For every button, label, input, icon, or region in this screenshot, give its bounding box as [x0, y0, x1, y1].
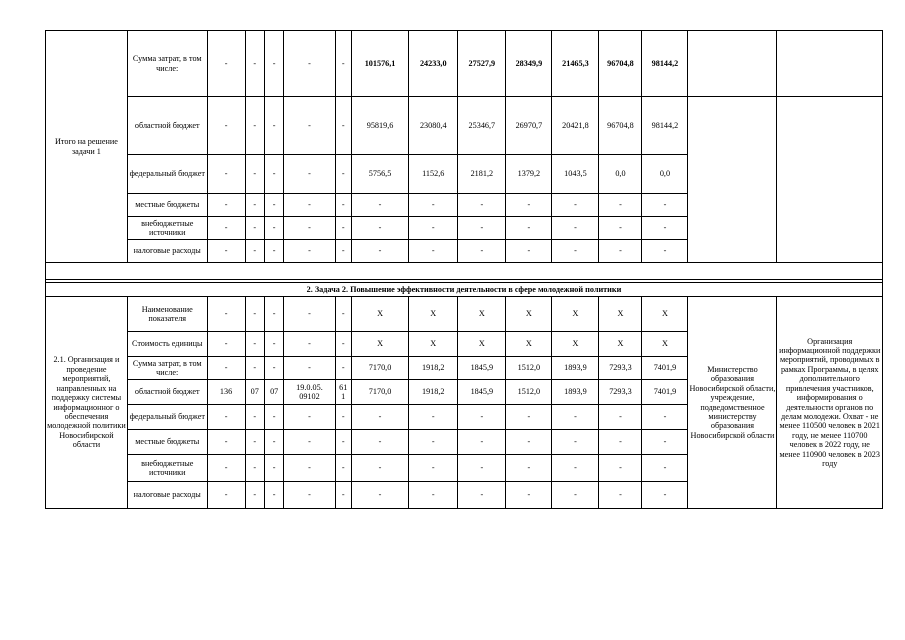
value-cell: X — [552, 332, 599, 357]
value-cell: - — [506, 430, 552, 455]
row-name: Стоимость единицы — [127, 332, 207, 357]
value-cell: X — [458, 332, 506, 357]
value-cell: - — [506, 405, 552, 430]
value-cell: - — [458, 482, 506, 509]
code-cell: - — [264, 217, 283, 240]
code-cell: - — [264, 31, 283, 97]
value-cell: - — [351, 430, 408, 455]
code-cell: - — [335, 217, 351, 240]
code-cell: 61 1 — [335, 380, 351, 405]
code-cell: - — [264, 97, 283, 155]
value-cell: - — [599, 405, 642, 430]
row-name: федеральный бюджет — [127, 405, 207, 430]
code-cell: - — [284, 405, 335, 430]
spacer-row — [46, 263, 883, 280]
code-cell: - — [335, 31, 351, 97]
code-cell: - — [335, 455, 351, 482]
value-cell: - — [642, 217, 688, 240]
section-label: Итого на решение задачи 1 — [46, 31, 128, 263]
value-cell: 1845,9 — [458, 357, 506, 380]
code-cell: - — [207, 357, 245, 380]
value-cell: - — [642, 482, 688, 509]
value-cell: - — [409, 455, 458, 482]
result-cell — [777, 31, 883, 97]
code-cell: - — [264, 240, 283, 263]
table-row — [46, 297, 883, 332]
code-cell: - — [284, 194, 335, 217]
value-cell: 1893,9 — [552, 357, 599, 380]
value-cell: 1918,2 — [409, 380, 458, 405]
value-cell: - — [351, 194, 408, 217]
code-cell: - — [207, 194, 245, 217]
value-cell: X — [642, 332, 688, 357]
value-cell: - — [552, 455, 599, 482]
value-cell: - — [599, 455, 642, 482]
value-cell: - — [458, 405, 506, 430]
code-cell: - — [335, 240, 351, 263]
value-cell: 7401,9 — [642, 380, 688, 405]
value-cell: - — [351, 482, 408, 509]
value-cell: - — [552, 240, 599, 263]
value-cell: - — [409, 482, 458, 509]
row-name: местные бюджеты — [127, 430, 207, 455]
code-cell: - — [284, 357, 335, 380]
value-cell: - — [409, 240, 458, 263]
code-cell: 136 — [207, 380, 245, 405]
code-cell: - — [284, 97, 335, 155]
code-cell: - — [207, 240, 245, 263]
code-cell: - — [245, 430, 264, 455]
value-cell: X — [642, 297, 688, 332]
value-cell: 95819,6 — [351, 97, 408, 155]
value-cell: - — [351, 405, 408, 430]
value-cell: 21465,3 — [552, 31, 599, 97]
code-cell: - — [335, 357, 351, 380]
value-cell: - — [409, 405, 458, 430]
code-cell: - — [264, 430, 283, 455]
code-cell: - — [335, 405, 351, 430]
value-cell: 20421,8 — [552, 97, 599, 155]
activity-label: 2.1. Организация и проведение мероприятий, направленных на поддержку системы информационног о обеспечения молодежной политики Новосибирской области — [46, 297, 128, 509]
code-cell: - — [335, 297, 351, 332]
value-cell: - — [458, 430, 506, 455]
code-cell: - — [264, 357, 283, 380]
value-cell: - — [552, 194, 599, 217]
code-cell: - — [245, 194, 264, 217]
code-cell: - — [245, 297, 264, 332]
value-cell: 1379,2 — [506, 155, 552, 194]
value-cell: - — [351, 240, 408, 263]
code-cell: 19.0.05. 09102 — [284, 380, 335, 405]
value-cell: 1893,9 — [552, 380, 599, 405]
value-cell: 1512,0 — [506, 357, 552, 380]
code-cell: - — [335, 155, 351, 194]
value-cell: - — [599, 194, 642, 217]
row-name: налоговые расходы — [127, 240, 207, 263]
value-cell: 1918,2 — [409, 357, 458, 380]
value-cell: - — [552, 217, 599, 240]
value-cell: X — [351, 297, 408, 332]
value-cell: - — [351, 217, 408, 240]
value-cell: 7293,3 — [599, 380, 642, 405]
table-row — [46, 31, 883, 97]
value-cell: 1845,9 — [458, 380, 506, 405]
value-cell: - — [458, 217, 506, 240]
code-cell: - — [264, 332, 283, 357]
value-cell: - — [599, 217, 642, 240]
value-cell: 28349,9 — [506, 31, 552, 97]
code-cell: - — [245, 97, 264, 155]
value-cell: X — [458, 297, 506, 332]
code-cell: - — [245, 405, 264, 430]
value-cell: 27527,9 — [458, 31, 506, 97]
code-cell: - — [207, 332, 245, 357]
value-cell: 1512,0 — [506, 380, 552, 405]
value-cell: - — [642, 240, 688, 263]
value-cell: 101576,1 — [351, 31, 408, 97]
spacer-cell — [46, 263, 883, 280]
executor-cell: Министерство образования Новосибирской области, учреждение, подведомственное министерству образования Новосибирской области — [688, 297, 777, 509]
value-cell: - — [599, 482, 642, 509]
code-cell: - — [207, 31, 245, 97]
value-cell: - — [458, 194, 506, 217]
task-title: 2. Задача 2. Повышение эффективности деятельности в сфере молодежной политики — [46, 283, 883, 297]
value-cell: 7170,0 — [351, 380, 408, 405]
value-cell: 96704,8 — [599, 31, 642, 97]
value-cell: 2181,2 — [458, 155, 506, 194]
value-cell: X — [506, 297, 552, 332]
code-cell: - — [245, 240, 264, 263]
code-cell: - — [335, 194, 351, 217]
code-cell: - — [284, 430, 335, 455]
value-cell: - — [506, 217, 552, 240]
value-cell: - — [552, 430, 599, 455]
row-name: Сумма затрат, в том числе: — [127, 31, 207, 97]
row-name: Наименование показателя — [127, 297, 207, 332]
value-cell: X — [599, 297, 642, 332]
value-cell: - — [506, 240, 552, 263]
value-cell: - — [642, 455, 688, 482]
code-cell: - — [264, 482, 283, 509]
value-cell: 0,0 — [642, 155, 688, 194]
code-cell: - — [207, 97, 245, 155]
value-cell: - — [642, 430, 688, 455]
code-cell: - — [264, 155, 283, 194]
value-cell: - — [552, 482, 599, 509]
value-cell: - — [409, 430, 458, 455]
code-cell: - — [245, 217, 264, 240]
row-name: Сумма затрат, в том числе: — [127, 357, 207, 380]
value-cell: X — [599, 332, 642, 357]
result-cell — [777, 97, 883, 263]
value-cell: - — [506, 194, 552, 217]
row-name: внебюджетные источники — [127, 455, 207, 482]
code-cell: - — [264, 405, 283, 430]
value-cell: 96704,8 — [599, 97, 642, 155]
value-cell: - — [642, 194, 688, 217]
code-cell: - — [245, 155, 264, 194]
result-cell: Организация информационной поддержки мероприятий, проводимых в рамках Программы, в целях дополнительного привлечения участников, информирования о деятельности органов по делам молодежи. Охват - не менее 110500 человек в 2021 году, не менее 110700 человек в 2022 году, не менее 110900 человек в 2023 году — [777, 297, 883, 509]
row-name: областной бюджет — [127, 380, 207, 405]
code-cell: 07 — [264, 380, 283, 405]
value-cell: - — [409, 194, 458, 217]
code-cell: - — [207, 405, 245, 430]
code-cell: - — [207, 482, 245, 509]
budget-table — [45, 30, 883, 509]
code-cell: - — [207, 297, 245, 332]
value-cell: 98144,2 — [642, 97, 688, 155]
code-cell: - — [335, 430, 351, 455]
row-name: федеральный бюджет — [127, 155, 207, 194]
value-cell: 23080,4 — [409, 97, 458, 155]
value-cell: - — [351, 455, 408, 482]
value-cell: - — [409, 217, 458, 240]
code-cell: - — [207, 155, 245, 194]
code-cell: - — [207, 217, 245, 240]
value-cell: - — [642, 405, 688, 430]
value-cell: - — [599, 240, 642, 263]
value-cell: X — [552, 297, 599, 332]
code-cell: - — [245, 31, 264, 97]
code-cell: - — [264, 194, 283, 217]
executor-cell — [688, 31, 777, 97]
code-cell: - — [284, 155, 335, 194]
value-cell: 1152,6 — [409, 155, 458, 194]
executor-cell — [688, 97, 777, 263]
value-cell: 5756,5 — [351, 155, 408, 194]
code-cell: - — [284, 31, 335, 97]
value-cell: X — [409, 297, 458, 332]
value-cell: 7401,9 — [642, 357, 688, 380]
code-cell: - — [264, 455, 283, 482]
value-cell: - — [458, 455, 506, 482]
code-cell: - — [284, 482, 335, 509]
row-name: областной бюджет — [127, 97, 207, 155]
value-cell: X — [409, 332, 458, 357]
value-cell: - — [506, 482, 552, 509]
value-cell: 98144,2 — [642, 31, 688, 97]
code-cell: - — [284, 332, 335, 357]
row-name: внебюджетные источники — [127, 217, 207, 240]
code-cell: - — [335, 332, 351, 357]
code-cell: - — [207, 430, 245, 455]
row-name: местные бюджеты — [127, 194, 207, 217]
value-cell: 24233,0 — [409, 31, 458, 97]
code-cell: - — [245, 332, 264, 357]
code-cell: - — [335, 482, 351, 509]
value-cell: - — [599, 430, 642, 455]
code-cell: - — [207, 455, 245, 482]
task-title-row — [46, 283, 883, 297]
value-cell: - — [552, 405, 599, 430]
code-cell: - — [284, 240, 335, 263]
code-cell: - — [284, 217, 335, 240]
code-cell: - — [245, 455, 264, 482]
code-cell: - — [335, 97, 351, 155]
code-cell: - — [245, 357, 264, 380]
value-cell: - — [506, 455, 552, 482]
code-cell: 07 — [245, 380, 264, 405]
value-cell: 0,0 — [599, 155, 642, 194]
code-cell: - — [284, 455, 335, 482]
value-cell: 7293,3 — [599, 357, 642, 380]
value-cell: 26970,7 — [506, 97, 552, 155]
value-cell: 25346,7 — [458, 97, 506, 155]
code-cell: - — [284, 297, 335, 332]
value-cell: 7170,0 — [351, 357, 408, 380]
value-cell: - — [458, 240, 506, 263]
code-cell: - — [245, 482, 264, 509]
row-name: налоговые расходы — [127, 482, 207, 509]
value-cell: 1043,5 — [552, 155, 599, 194]
code-cell: - — [264, 297, 283, 332]
value-cell: X — [351, 332, 408, 357]
table-row — [46, 97, 883, 155]
value-cell: X — [506, 332, 552, 357]
